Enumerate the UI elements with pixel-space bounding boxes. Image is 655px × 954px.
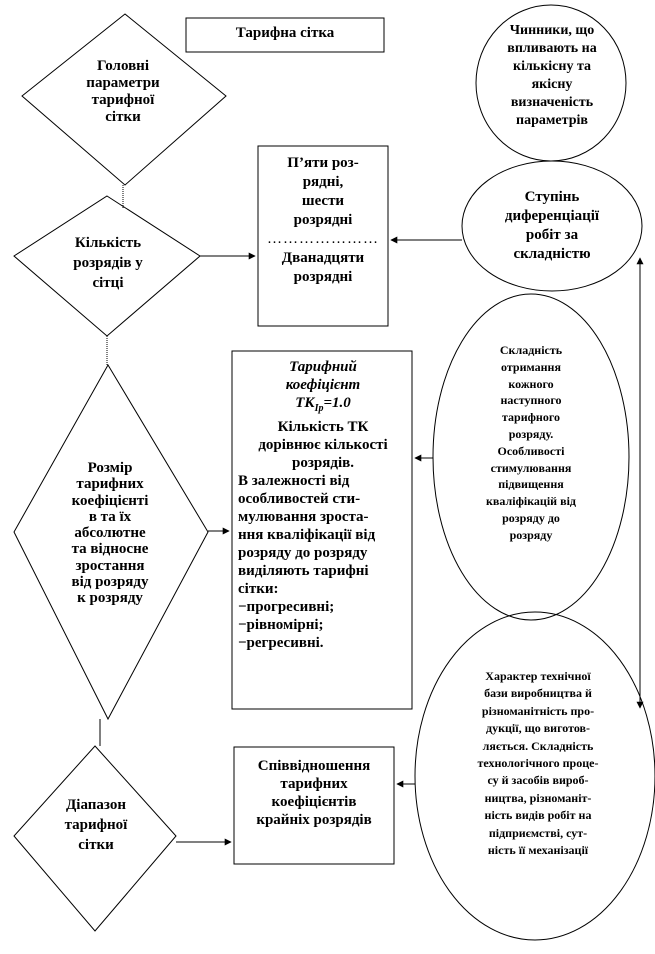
diamond-range-text: Діапазон тарифної сітки [64,797,128,853]
diamond-main-params-text: Головні параметри тарифної сітки [86,58,160,125]
box-ratio-text: Співвідношення тарифних коефіцієнтів крайніх розрядів [256,758,372,828]
ellipse-factors-text: Чинники, що впливають на кількісну та якісну визначеність параметрів [507,23,597,128]
diamond-grade-count-text: Кількість розрядів у сітці [73,235,143,291]
box-grades-text: П’яти роз- рядні, шести розрядні ………………… Дванадцяти розрядні [258,154,388,287]
coefficient-formula: $ТК_{Ір}=1.0$ [295,395,351,414]
ellipse-differentiation-text: Ступінь диференціації робіт за складністю [504,189,600,262]
grades-divider: ………………… [267,231,379,247]
ellipse-complexity-text: Складність отримання кожного наступного тарифного розряду. Особливості стимулювання підвищення кваліфікацій від розряду до розряду [486,343,576,542]
page-title: Тарифна сітка [235,25,335,41]
diamond-coef-size-text: Розмір тарифних коефіцієнті в та їх абсолютне та відносне зростання від розряду к розряду [71,460,149,607]
box-coefficient-text: Тарифний коефіцієнт $ТК_{Ір}=1.0$ Кількість ТК дорівнює кількості розрядів. В залежності від особливостей сти- мулювання зроста- ння кваліфікації від розряду до розряду виділяють тарифні сітки: −прогресивні; −рівномірні; −регресивні. [238,358,408,652]
ellipse-technical-base-text: Характер технічної бази виробництва й різноманітність про- дукції, що виготов- ляється. Складність технологічного проце- су й засобів вироб- ництва, різноманіт- ність видів робіт на підприємстві, сут- ність її механізації [477,669,599,858]
grid-type-list-item: −рівномірні; [238,617,324,633]
grid-type-list-item: −прогресивні; [238,599,335,615]
grid-type-list-item: −регресивні. [238,635,324,651]
